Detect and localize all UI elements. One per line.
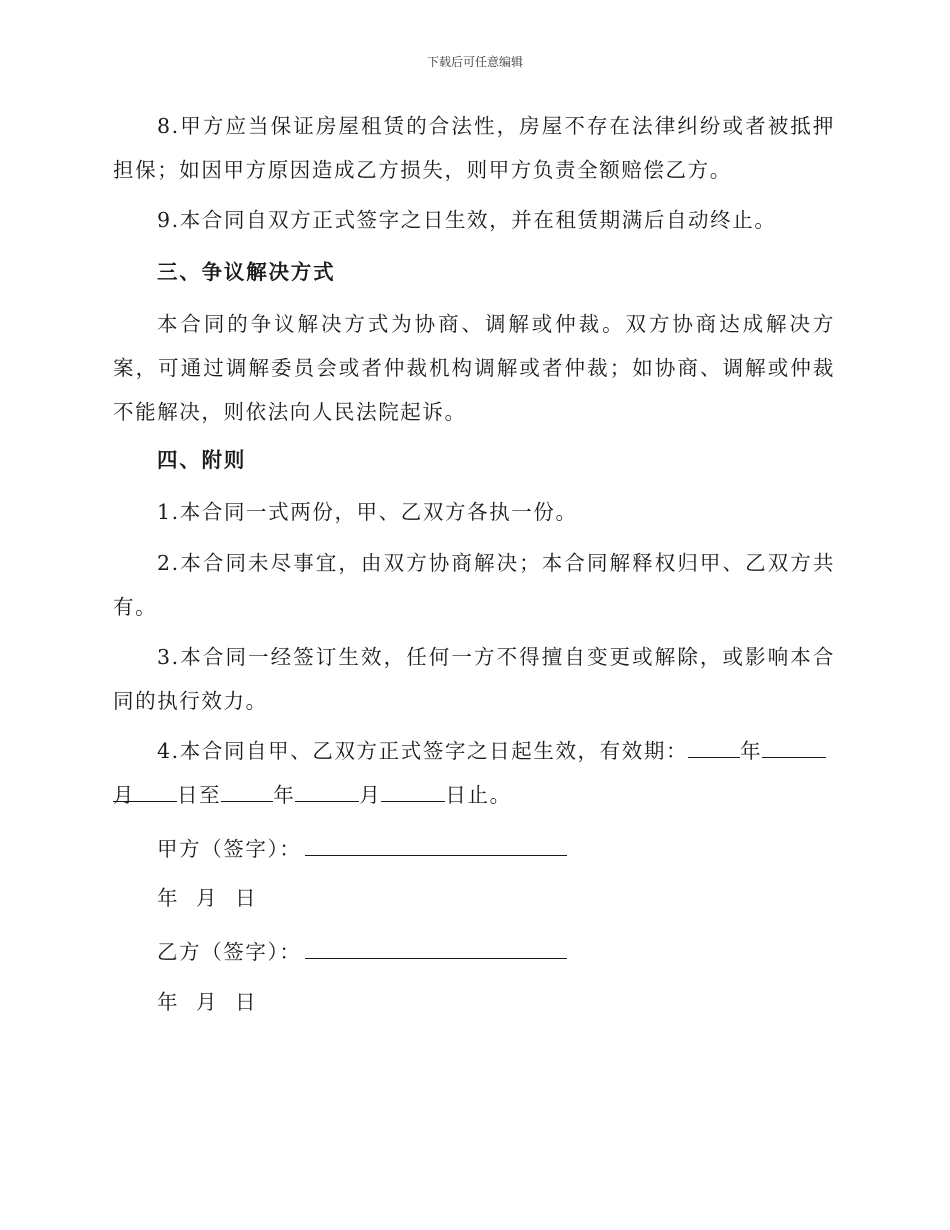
clause-8: 8.甲方应当保证房屋租赁的合法性，房屋不存在法律纠纷或者被抵押担保；如因甲方原因造成乙方损失，则甲方负责全额赔偿乙方。 [113,114,835,182]
clause-9: 9.本合同自双方正式签字之日生效，并在租赁期满后自动终止。 [157,208,777,232]
blank-start-day[interactable] [113,773,177,802]
party-a-label: 甲方（签字）： [157,837,302,861]
section-heading-dispute: 三、争议解决方式 [157,260,336,284]
party-b-signature-row [113,928,835,974]
party-a-date: 年 月 日 [157,886,262,910]
blank-end-day[interactable] [381,773,445,802]
year-label-2: 年 [273,783,296,807]
year-label: 年 [740,739,763,763]
appendix-item-2: 2.本合同未尽事宜，由双方协商解决；本合同解释权归甲、乙双方共有。 [113,551,835,619]
party-b-date: 年 月 日 [157,990,262,1014]
blank-end-year[interactable] [221,773,273,802]
blank-end-month[interactable] [295,773,359,802]
appendix-item-3: 3.本合同一经签订生效，任何一方不得擅自变更或解除，或影响本合同的执行效力。 [113,645,835,713]
validity-line-2 [113,773,835,817]
day-to-label: 日至 [177,783,222,807]
party-b-label: 乙方（签字）： [157,940,302,964]
section-heading-appendix: 四、附则 [157,448,247,472]
dispute-resolution-paragraph: 本合同的争议解决方式为协商、调解或仲裁。双方协商达成解决方案，可通过调解委员会或者仲裁机构调解或者仲裁；如协商、调解或仲裁不能解决，则依法向人民法院起诉。 [113,312,835,424]
blank-start-year[interactable] [688,729,740,758]
party-a-signature-line[interactable] [305,825,567,856]
month-label: 月 [113,783,136,807]
validity-prefix: 4.本合同自甲、乙双方正式签字之日起生效，有效期： [157,739,689,763]
blank-start-month[interactable] [762,729,826,758]
day-end-label: 日止。 [445,783,512,807]
month-label-2: 月 [359,783,382,807]
party-a-signature-row [113,825,835,871]
appendix-item-1: 1.本合同一式两份，甲、乙双方各执一份。 [157,500,578,524]
page-header: 下载后可任意编辑 [426,55,523,69]
party-b-signature-line[interactable] [305,928,567,959]
